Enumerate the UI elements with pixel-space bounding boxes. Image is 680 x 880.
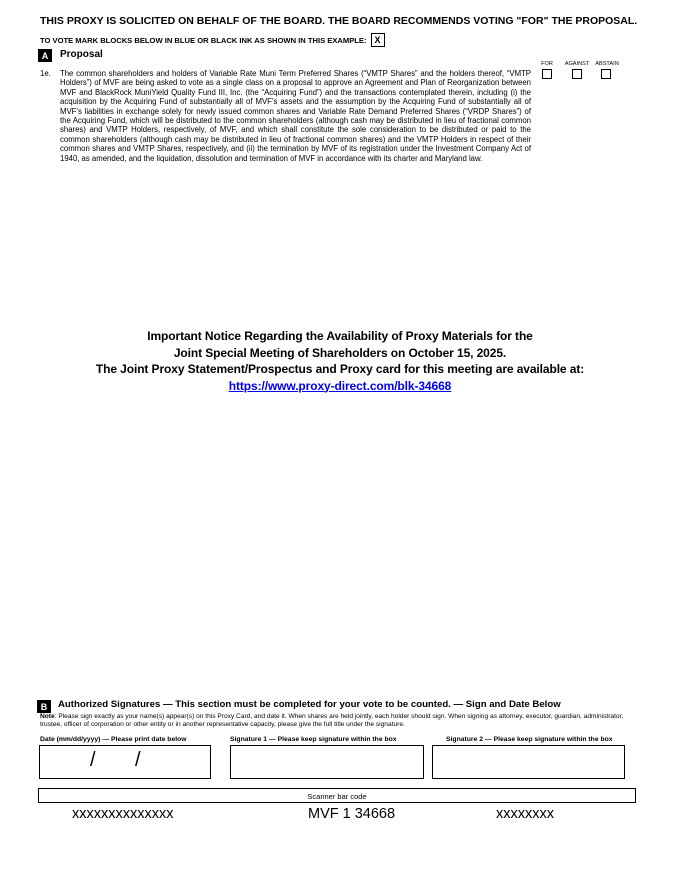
header-title: THIS PROXY IS SOLICITED ON BEHALF OF THE BOARD. THE BOARD RECOMMENDS VOTING "FOR" THE PROPOSAL. bbox=[40, 15, 638, 27]
section-a-badge: A bbox=[38, 49, 52, 62]
section-b-badge: B bbox=[37, 700, 51, 713]
signature-note bbox=[40, 713, 632, 729]
vote-for-checkbox[interactable] bbox=[542, 69, 552, 79]
footer-right-code: xxxxxxxx bbox=[496, 806, 554, 822]
date-input-box[interactable] bbox=[39, 745, 211, 779]
proposal-text: The common shareholders and holders of Variable Rate Muni Term Preferred Shares (“VMTP Shares” and the holders thereof, “VMTP Holders”) of MVF are being asked to vote as a single class on a proposal to approve an Agreement and Plan of Reorganization between MVF and BlackRock MuniYield Quality Fund III, Inc. (the “Acquiring Fund”) and the transactions contemplated therein, including (i) the acquisition by the Acquiring Fund of substantially all of MVF’s assets and the assumption by the Acquiring Fund of substantially all of MVF’s liabilities in exchange solely for newly issued common shares and Variable Rate Demand Preferred Shares (“VRDP Shares”) of the Acquiring Fund, which will be distributed to the common shareholders (although cash may be distributed in lieu of fractional common shares) and VMTP Holders, respectively, of MVF, and which shall constitute the sole consideration to be distributed or paid to the common shareholders (although cash may be distributed in lieu of fractional common shares) and the VMTP Holders in respect of their common shares and VMTP Shares, respectively, and (ii) the termination by MVF of its registration under the Investment Company Act of 1940, as amended, and the liquidation, dissolution and termination of MVF in accordance with its charter and Maryland law. bbox=[60, 69, 531, 163]
date-separator: / bbox=[90, 749, 96, 771]
note-label: Note bbox=[40, 713, 55, 720]
proxy-materials-notice bbox=[0, 328, 680, 394]
date-field-label: Date (mm/dd/yyyy) — Please print date below bbox=[40, 736, 187, 743]
signature-2-label: Signature 2 — Please keep signature within the box bbox=[446, 736, 613, 743]
vote-instruction-row bbox=[40, 33, 385, 47]
date-separator: / bbox=[135, 749, 141, 771]
section-b-title: Authorized Signatures — This section must be completed for your vote to be counted. — Sign and Date Below bbox=[58, 699, 561, 710]
vote-column-against: AGAINST bbox=[564, 61, 590, 67]
vote-column-for: FOR bbox=[541, 61, 553, 67]
scanner-barcode-label: Scanner bar code bbox=[307, 792, 367, 801]
signature-2-box[interactable] bbox=[432, 745, 625, 779]
footer-left-code: xxxxxxxxxxxxxx bbox=[72, 806, 174, 822]
proxy-materials-link[interactable]: https://www.proxy-direct.com/blk-34668 bbox=[228, 378, 452, 393]
signature-1-box[interactable] bbox=[230, 745, 424, 779]
notice-line-2: Joint Special Meeting of Shareholders on October 15, 2025. bbox=[173, 345, 507, 360]
vote-instruction-text: TO VOTE MARK BLOCKS BELOW IN BLUE OR BLACK INK AS SHOWN IN THIS EXAMPLE: bbox=[40, 35, 367, 45]
notice-line-3: The Joint Proxy Statement/Prospectus and Proxy card for this meeting are available at: bbox=[95, 362, 585, 376]
footer-center-code: MVF 1 34668 bbox=[308, 806, 396, 822]
section-a-title: Proposal bbox=[60, 49, 103, 60]
signature-1-label: Signature 1 — Please keep signature within the box bbox=[230, 736, 397, 743]
vote-abstain-checkbox[interactable] bbox=[601, 69, 611, 79]
proposal-number: 1e. bbox=[40, 69, 51, 78]
note-body: : Please sign exactly as your name(s) appear(s) on this Proxy Card, and date it. When shares are held jointly, each holder should sign. When signing as attorney, executor, guardian, administrator, trustee, officer of corporation or other entity or in another representative capacity, please give the full title under the signature. bbox=[40, 713, 624, 728]
example-mark-box: X bbox=[371, 33, 385, 47]
vote-against-checkbox[interactable] bbox=[572, 69, 582, 79]
notice-line-1: Important Notice Regarding the Availability of Proxy Materials for the bbox=[147, 329, 533, 343]
vote-column-abstain: ABSTAIN bbox=[595, 61, 619, 67]
